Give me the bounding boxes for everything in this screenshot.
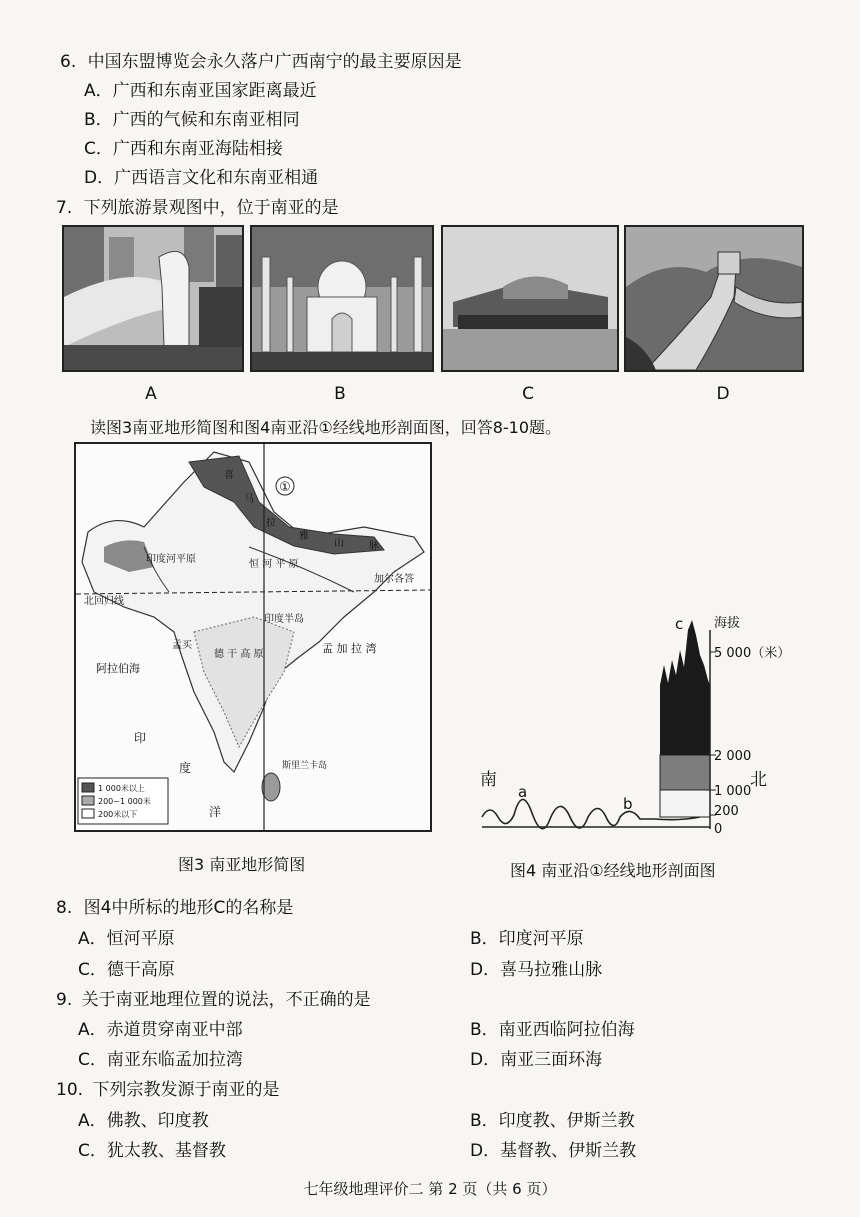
q9-number: 9. (56, 990, 73, 1010)
q10-text: 下列宗教发源于南亚的是 (92, 1080, 280, 1100)
q10-option-d: D．基督教、伊斯兰教 (470, 1141, 637, 1161)
q6-option-a: A．广西和东南亚国家距离最近 (84, 81, 317, 101)
q7-stem (56, 193, 339, 218)
fig3-legend (78, 778, 168, 824)
label-peninsula: 印度半岛 (264, 614, 304, 625)
label-indian-ocean-2: 度 (179, 761, 192, 775)
legend-high: 1 000米以上 (98, 784, 145, 793)
q8-text: 图4中所标的地形C的名称是 (83, 898, 294, 918)
profile-unit: 5 000（米） (714, 646, 790, 661)
photo-label-c: C (522, 384, 534, 404)
q8-stem (56, 893, 293, 918)
label-himalaya-1: 喜 (224, 470, 234, 481)
label-himalaya-4: 雅 (299, 531, 309, 542)
label-indian-ocean-3: 洋 (209, 805, 222, 819)
profile-axis-title: 海拔 (714, 616, 741, 631)
profile-label-b: b (623, 795, 633, 813)
profile-label-a: a (518, 783, 528, 801)
fig4-profile (470, 605, 790, 840)
q8-option-c: C．德干高原 (78, 960, 175, 980)
photo-great-wall (624, 225, 804, 372)
q6-number: 6. (60, 52, 77, 72)
reading-instruction: 读图3南亚地形简图和图4南亚沿①经线地形剖面图，回答8-10题。 (90, 418, 562, 437)
profile-south: 南 (480, 770, 497, 790)
photo-convention-center (441, 225, 619, 372)
fig3-map (74, 442, 432, 832)
q6-stem (60, 47, 462, 72)
photo-label-a: A (145, 384, 157, 404)
q9-stem (56, 985, 371, 1010)
tick-1000: 1 000 (714, 784, 752, 799)
fig4-caption: 图4 南亚沿①经线地形剖面图 (510, 861, 716, 880)
label-himalaya-5: 山 (334, 538, 344, 549)
q8-option-a: A．恒河平原 (78, 929, 175, 949)
q9-option-d: D．南亚三面环海 (470, 1050, 603, 1070)
profile-north: 北 (750, 770, 767, 790)
q6-option-b: B．广西的气候和东南亚相同 (84, 110, 300, 130)
q9-text: 关于南亚地理位置的说法，不正确的是 (81, 990, 371, 1010)
label-arabian-sea: 阿拉伯海 (96, 662, 140, 675)
page-footer: 七年级地理评价二 第 2 页（共 6 页） (303, 1180, 557, 1198)
photo-merlion (62, 225, 244, 372)
q6-text: 中国东盟博览会永久落户广西南宁的最主要原因是 (87, 52, 462, 72)
label-kolkata: 加尔各答 (374, 574, 414, 585)
label-tropic: 北回归线 (84, 596, 124, 607)
q10-stem (56, 1075, 279, 1100)
label-mumbai: 孟买 (172, 640, 192, 651)
label-ganges-plain: 恒 河 平 原 (249, 559, 299, 570)
tick-200: 200 (714, 804, 739, 819)
q10-number: 10. (56, 1080, 84, 1100)
tick-0: 0 (714, 822, 723, 837)
label-bay-of-bengal: 孟 加 拉 湾 (322, 642, 377, 655)
q10-option-a: A．佛教、印度教 (78, 1111, 209, 1131)
q6-option-c: C．广西和东南亚海陆相接 (84, 139, 283, 159)
q8-option-d: D．喜马拉雅山脉 (470, 960, 603, 980)
q9-option-c: C．南亚东临孟加拉湾 (78, 1050, 243, 1070)
label-himalaya-6: 脉 (369, 541, 379, 552)
legend-low: 200米以下 (98, 810, 138, 819)
label-deccan: 德 干 高 原 (214, 649, 264, 660)
q7-number: 7. (56, 198, 73, 218)
q8-option-b: B．印度河平原 (470, 929, 584, 949)
label-himalaya-3: 拉 (266, 518, 276, 529)
q8-number: 8. (56, 898, 73, 918)
meridian-label: ① (279, 480, 291, 495)
photo-taj-mahal (250, 225, 434, 372)
label-sri-lanka: 斯里兰卡岛 (282, 761, 328, 771)
label-indus-plain: 印度河平原 (146, 554, 196, 565)
photo-label-b: B (334, 384, 346, 404)
label-indian-ocean-1: 印 (134, 731, 147, 745)
q10-option-c: C．犹太教、基督教 (78, 1141, 226, 1161)
legend-mid: 200~1 000米 (98, 797, 151, 806)
profile-label-c: c (675, 615, 684, 633)
q6-option-d: D．广西语言文化和东南亚相通 (84, 168, 319, 188)
q9-option-b: B．南亚西临阿拉伯海 (470, 1020, 635, 1040)
q10-option-b: B．印度教、伊斯兰教 (470, 1111, 635, 1131)
tick-2000: 2 000 (714, 749, 752, 764)
q9-option-a: A．赤道贯穿南亚中部 (78, 1020, 243, 1040)
label-himalaya-2: 马 (244, 494, 254, 505)
photo-label-d: D (716, 384, 730, 404)
fig3-caption: 图3 南亚地形简图 (178, 855, 306, 874)
q7-text: 下列旅游景观图中，位于南亚的是 (83, 198, 339, 218)
